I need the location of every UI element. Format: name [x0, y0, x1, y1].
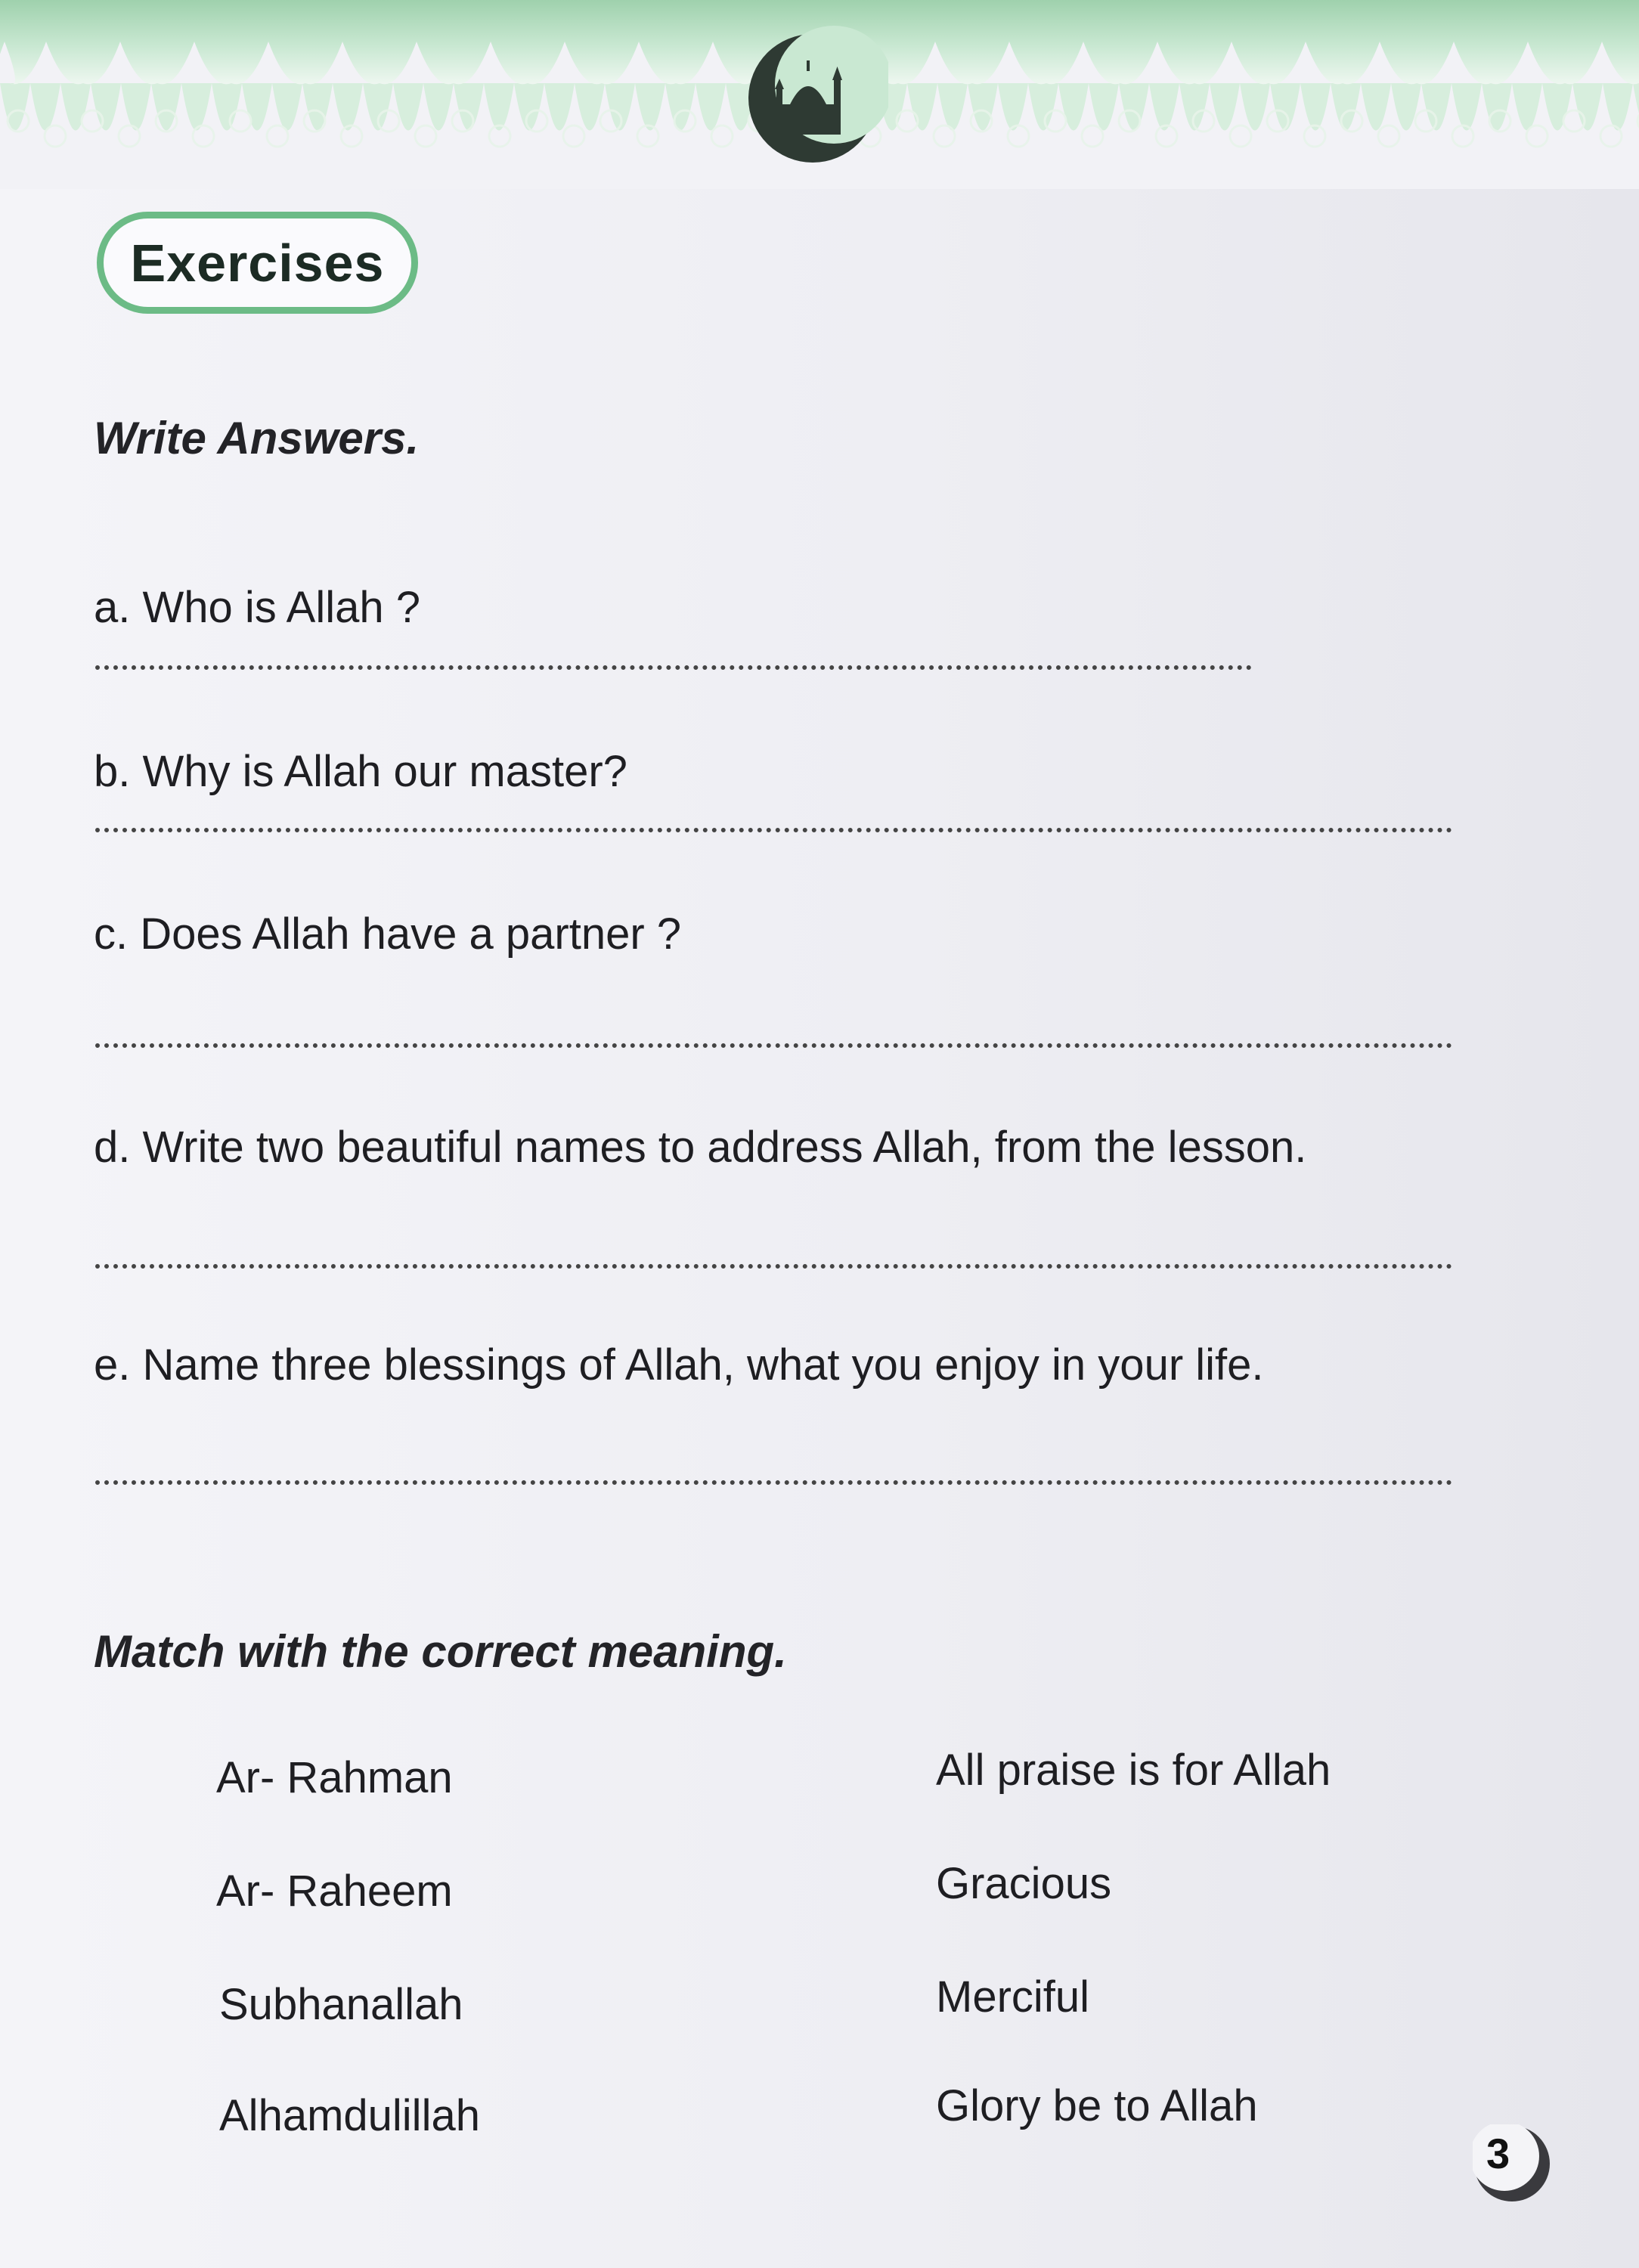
- exercises-badge: [97, 212, 418, 314]
- answer-line-d[interactable]: [95, 1264, 1452, 1269]
- match-meaning-merciful[interactable]: Merciful: [936, 1972, 1090, 2022]
- question-b: b. Why is Allah our master?: [94, 747, 627, 796]
- match-meaning-gracious[interactable]: Gracious: [936, 1859, 1112, 1908]
- write-answers-heading: Write Answers.: [94, 413, 420, 463]
- answer-line-a[interactable]: [95, 665, 1252, 670]
- question-c: c. Does Allah have a partner ?: [94, 909, 682, 959]
- exercises-badge-label: Exercises: [130, 233, 385, 293]
- match-term-ar-raheem[interactable]: Ar- Raheem: [216, 1867, 453, 1916]
- match-term-alhamdulillah[interactable]: Alhamdulillah: [219, 2091, 480, 2140]
- match-meaning-all-praise[interactable]: All praise is for Allah: [936, 1746, 1331, 1795]
- match-heading: Match with the correct meaning.: [94, 1626, 787, 1677]
- crescent-mosque-icon: [737, 15, 888, 166]
- answer-line-b[interactable]: [95, 828, 1452, 832]
- answer-line-e[interactable]: [95, 1480, 1452, 1485]
- question-d: d. Write two beautiful names to address Allah, from the lesson.: [94, 1123, 1307, 1172]
- match-term-subhanallah[interactable]: Subhanallah: [219, 1980, 463, 2029]
- question-e: e. Name three blessings of Allah, what you enjoy in your life.: [94, 1340, 1264, 1390]
- question-a: a. Who is Allah ?: [94, 583, 420, 632]
- match-term-ar-rahman[interactable]: Ar- Rahman: [216, 1753, 453, 1802]
- page-number-crescent-icon: [1473, 2124, 1556, 2208]
- page-number-badge: [1473, 2124, 1556, 2208]
- page-number: 3: [1486, 2130, 1510, 2177]
- answer-line-c[interactable]: [95, 1043, 1452, 1048]
- match-meaning-glory[interactable]: Glory be to Allah: [936, 2081, 1258, 2130]
